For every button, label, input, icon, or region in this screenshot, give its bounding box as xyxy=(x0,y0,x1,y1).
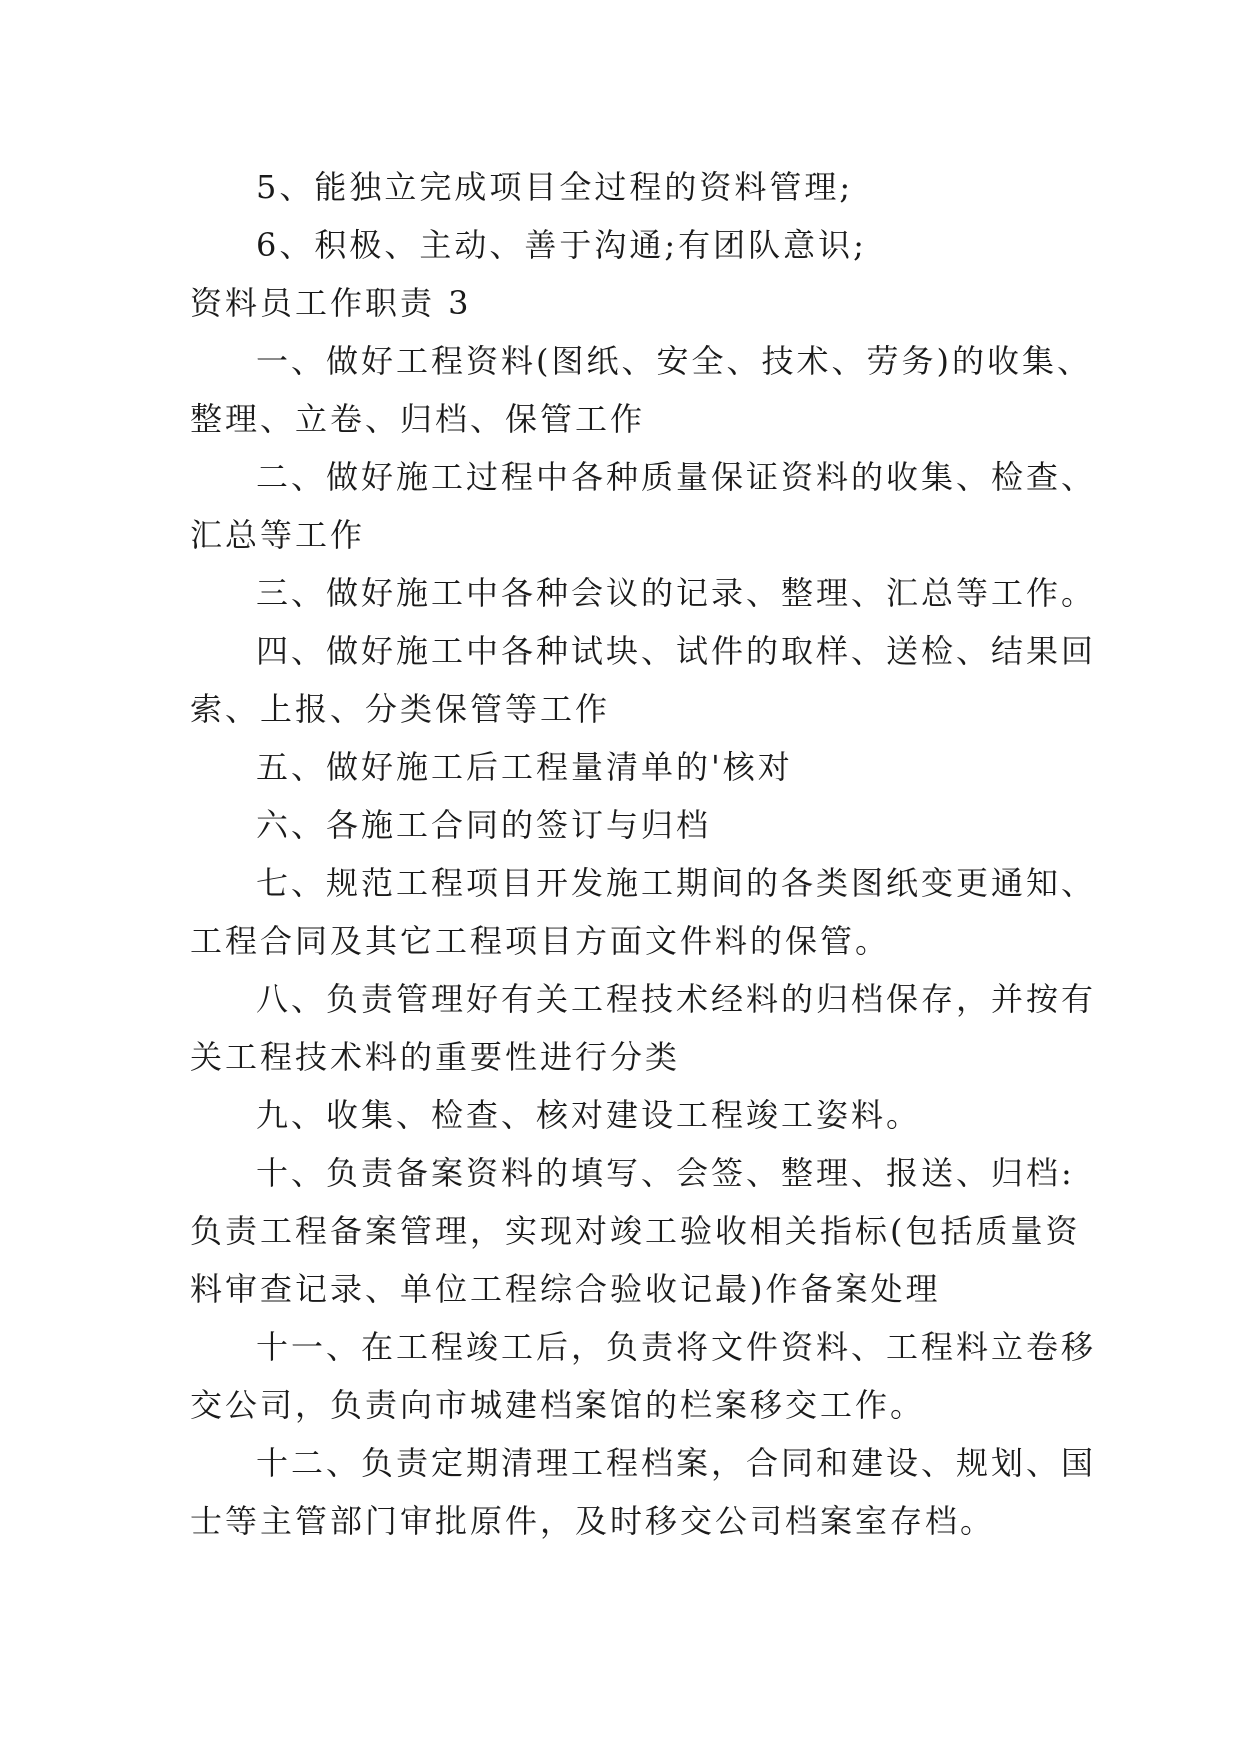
paragraph-line: 士等主管部门审批原件，及时移交公司档案室存档。 xyxy=(190,1502,996,1540)
paragraph-line: 关工程技术料的重要性进行分类 xyxy=(190,1038,681,1076)
paragraph-line: 整理、立卷、归档、保管工作 xyxy=(190,400,646,438)
paragraph-3 xyxy=(190,564,1097,622)
paragraph-9 xyxy=(190,1086,1070,1144)
list-item: 6、积极、主动、善于沟通;有团队意识; xyxy=(256,226,867,264)
paragraph-10 xyxy=(190,1144,1081,1318)
paragraph-line: 料审查记录、单位工程综合验收记最)作备案处理 xyxy=(190,1270,941,1308)
paragraph-1 xyxy=(190,332,1092,448)
paragraph-8 xyxy=(190,970,1097,1086)
list-item: 5、能独立完成项目全过程的资料管理; xyxy=(256,168,854,206)
paragraph-line: 负责工程备案管理，实现对竣工验收相关指标(包括质量资 xyxy=(190,1212,1081,1250)
paragraph-line: 十一、在工程竣工后，负责将文件资料、工程料立卷移 xyxy=(256,1328,1097,1366)
paragraph-line: 三、做好施工中各种会议的记录、整理、汇总等工作。 xyxy=(256,574,1097,612)
paragraph-line: 工程合同及其它工程项目方面文件料的保管。 xyxy=(190,922,891,960)
paragraph-line: 交公司，负责向市城建档案馆的栏案移交工作。 xyxy=(190,1386,926,1424)
paragraph-5 xyxy=(190,738,1070,796)
paragraph-line: 十、负责备案资料的填写、会签、整理、报送、归档: xyxy=(256,1154,1075,1192)
section-title: 资料员工作职责 3 xyxy=(190,284,472,322)
paragraph-12 xyxy=(190,1434,1097,1550)
paragraph-line: 七、规范工程项目开发施工期间的各类图纸变更通知、 xyxy=(256,864,1097,902)
paragraph-2 xyxy=(190,448,1097,564)
paragraph-line: 六、各施工合同的签订与归档 xyxy=(256,806,712,844)
paragraph-7 xyxy=(190,854,1097,970)
paragraph-line: 十二、负责定期清理工程档案，合同和建设、规划、国 xyxy=(256,1444,1097,1482)
paragraph-line: 二、做好施工过程中各种质量保证资料的收集、检查、 xyxy=(256,458,1097,496)
paragraph-line: 九、收集、检查、核对建设工程竣工姿料。 xyxy=(256,1096,922,1134)
document-page xyxy=(190,158,1097,1550)
paragraph-line: 五、做好施工后工程量清单的'核对 xyxy=(256,748,793,786)
paragraph-line: 一、做好工程资料(图纸、安全、技术、劳务)的收集、 xyxy=(256,342,1092,380)
paragraph-line: 八、负责管理好有关工程技术经料的归档保存，并按有 xyxy=(256,980,1097,1018)
paragraph-4 xyxy=(190,622,1097,738)
paragraph-line: 汇总等工作 xyxy=(190,516,366,554)
paragraph-line: 四、做好施工中各种试块、试件的取样、送检、结果回 xyxy=(256,632,1097,670)
paragraph-11 xyxy=(190,1318,1097,1434)
paragraph-line: 索、上报、分类保管等工作 xyxy=(190,690,611,728)
paragraph-6 xyxy=(190,796,1070,854)
